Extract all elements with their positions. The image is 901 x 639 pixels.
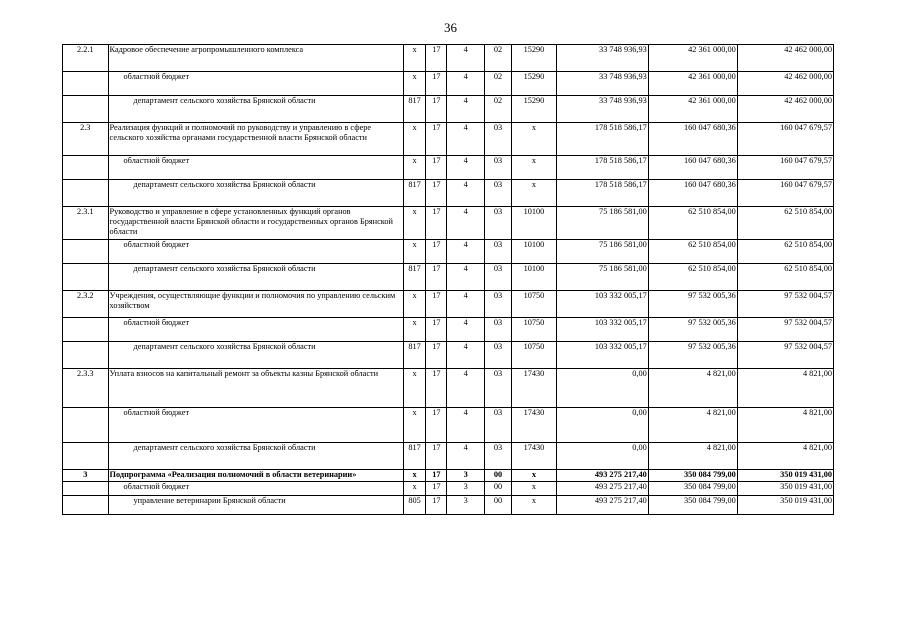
event-code-cell: 03 <box>484 180 511 207</box>
event-code-cell: 03 <box>484 207 511 240</box>
grbs-code-cell: x <box>403 482 425 496</box>
grbs-code-cell: x <box>403 470 425 482</box>
event-code-cell: 03 <box>484 318 511 342</box>
subprogram-code-cell: 4 <box>447 96 484 123</box>
grbs-code-cell: x <box>403 369 425 408</box>
event-code-cell: 00 <box>484 496 511 515</box>
direction-code-cell: 15290 <box>512 45 557 72</box>
program-code-cell: 17 <box>426 470 447 482</box>
program-code-cell: 17 <box>426 207 447 240</box>
row-number-cell: 2.3.2 <box>63 291 109 318</box>
amount-year3-cell: 97 532 004,57 <box>737 291 833 318</box>
amount-year3-cell: 160 047 679,57 <box>737 156 833 180</box>
row-name-cell <box>108 443 403 470</box>
amount-year3-cell: 42 462 000,00 <box>737 96 833 123</box>
subprogram-code-cell: 4 <box>447 291 484 318</box>
direction-code-cell: 17430 <box>512 408 557 443</box>
program-code-cell: 17 <box>426 123 447 156</box>
subprogram-code-cell: 4 <box>447 156 484 180</box>
row-number-cell: 3 <box>63 470 109 482</box>
budget-table-body <box>63 45 834 515</box>
direction-code-cell: 17430 <box>512 443 557 470</box>
grbs-code-cell: x <box>403 207 425 240</box>
amount-year3-cell: 350 019 431,00 <box>737 470 833 482</box>
direction-code-cell: 10750 <box>512 342 557 369</box>
subprogram-code-cell: 4 <box>447 264 484 291</box>
direction-code-cell: 10100 <box>512 240 557 264</box>
direction-code-cell: 10750 <box>512 291 557 318</box>
amount-year3-cell: 62 510 854,00 <box>737 207 833 240</box>
table-row <box>63 369 834 408</box>
subprogram-code-cell: 3 <box>447 482 484 496</box>
table-row <box>63 96 834 123</box>
amount-year3-cell: 62 510 854,00 <box>737 264 833 291</box>
amount-year1-cell: 75 186 581,00 <box>556 264 648 291</box>
row-number-cell <box>63 408 109 443</box>
direction-code-cell: x <box>512 482 557 496</box>
amount-year2-cell: 4 821,00 <box>648 408 737 443</box>
amount-year1-cell: 103 332 005,17 <box>556 291 648 318</box>
amount-year2-cell: 42 361 000,00 <box>648 96 737 123</box>
row-number-cell: 2.3.1 <box>63 207 109 240</box>
amount-year2-cell: 62 510 854,00 <box>648 264 737 291</box>
table-row <box>63 72 834 96</box>
subprogram-code-cell: 4 <box>447 443 484 470</box>
row-name-text: департамент сельского хозяйства Брянской области <box>133 342 316 351</box>
row-name-text: департамент сельского хозяйства Брянской области <box>133 443 316 452</box>
direction-code-cell: 15290 <box>512 96 557 123</box>
row-number-cell: 2.3.3 <box>63 369 109 408</box>
amount-year1-cell: 0,00 <box>556 369 648 408</box>
event-code-cell: 03 <box>484 291 511 318</box>
program-code-cell: 17 <box>426 45 447 72</box>
amount-year2-cell: 160 047 680,36 <box>648 180 737 207</box>
grbs-code-cell: 817 <box>403 264 425 291</box>
row-number-cell <box>63 264 109 291</box>
row-name-text: департамент сельского хозяйства Брянской области <box>133 180 316 189</box>
event-code-cell: 03 <box>484 156 511 180</box>
event-code-cell: 03 <box>484 240 511 264</box>
grbs-code-cell: 817 <box>403 180 425 207</box>
direction-code-cell: 17430 <box>512 369 557 408</box>
row-name-text: управление ветеринарии Брянской области <box>133 496 286 505</box>
direction-code-cell: 15290 <box>512 72 557 96</box>
row-name-cell <box>108 240 403 264</box>
subprogram-code-cell: 3 <box>447 496 484 515</box>
amount-year1-cell: 103 332 005,17 <box>556 342 648 369</box>
amount-year1-cell: 33 748 936,93 <box>556 72 648 96</box>
subprogram-code-cell: 4 <box>447 369 484 408</box>
amount-year3-cell: 160 047 679,57 <box>737 180 833 207</box>
amount-year3-cell: 4 821,00 <box>737 443 833 470</box>
amount-year1-cell: 493 275 217,40 <box>556 470 648 482</box>
row-number-cell <box>63 240 109 264</box>
row-name-cell: Учреждения, осуществляющие функции и полномочия по управлению сельским хозяйством <box>108 291 403 318</box>
event-code-cell: 03 <box>484 369 511 408</box>
amount-year2-cell: 350 084 799,00 <box>648 482 737 496</box>
amount-year3-cell: 350 019 431,00 <box>737 482 833 496</box>
row-name-cell <box>108 96 403 123</box>
amount-year2-cell: 42 361 000,00 <box>648 72 737 96</box>
grbs-code-cell: x <box>403 240 425 264</box>
row-number-cell: 2.2.1 <box>63 45 109 72</box>
row-name-cell: Реализация функций и полномочий по руководству и управлению в сфере сельского хозяйства органами государственной власти Брянской области <box>108 123 403 156</box>
table-row <box>63 342 834 369</box>
amount-year3-cell: 97 532 004,57 <box>737 342 833 369</box>
event-code-cell: 02 <box>484 45 511 72</box>
direction-code-cell: x <box>512 496 557 515</box>
grbs-code-cell: x <box>403 408 425 443</box>
program-code-cell: 17 <box>426 96 447 123</box>
row-name-cell <box>108 156 403 180</box>
amount-year2-cell: 97 532 005,36 <box>648 318 737 342</box>
row-name-text: департамент сельского хозяйства Брянской области <box>133 264 316 273</box>
event-code-cell: 03 <box>484 264 511 291</box>
event-code-cell: 03 <box>484 342 511 369</box>
subprogram-code-cell: 4 <box>447 240 484 264</box>
row-name-cell <box>108 318 403 342</box>
subprogram-code-cell: 4 <box>447 207 484 240</box>
table-row <box>63 156 834 180</box>
row-number-cell <box>63 318 109 342</box>
table-row <box>63 180 834 207</box>
grbs-code-cell: 817 <box>403 443 425 470</box>
program-code-cell: 17 <box>426 318 447 342</box>
subprogram-code-cell: 4 <box>447 72 484 96</box>
row-number-cell <box>63 342 109 369</box>
subprogram-code-cell: 3 <box>447 470 484 482</box>
direction-code-cell: x <box>512 470 557 482</box>
row-number-cell <box>63 496 109 515</box>
event-code-cell: 00 <box>484 482 511 496</box>
amount-year2-cell: 97 532 005,36 <box>648 342 737 369</box>
program-code-cell: 17 <box>426 180 447 207</box>
amount-year1-cell: 178 518 586,17 <box>556 180 648 207</box>
grbs-code-cell: 805 <box>403 496 425 515</box>
table-row <box>63 240 834 264</box>
event-code-cell: 03 <box>484 123 511 156</box>
table-row <box>63 408 834 443</box>
row-number-cell <box>63 482 109 496</box>
program-code-cell: 17 <box>426 240 447 264</box>
amount-year1-cell: 178 518 586,17 <box>556 156 648 180</box>
amount-year3-cell: 62 510 854,00 <box>737 240 833 264</box>
row-name-text: областной бюджет <box>123 408 190 417</box>
program-code-cell: 17 <box>426 482 447 496</box>
row-number-cell <box>63 180 109 207</box>
direction-code-cell: x <box>512 180 557 207</box>
page-number: 36 <box>444 20 457 35</box>
amount-year2-cell: 4 821,00 <box>648 443 737 470</box>
row-name-text: областной бюджет <box>123 156 190 165</box>
amount-year3-cell: 350 019 431,00 <box>737 496 833 515</box>
direction-code-cell: x <box>512 156 557 180</box>
amount-year1-cell: 33 748 936,93 <box>556 96 648 123</box>
amount-year2-cell: 42 361 000,00 <box>648 45 737 72</box>
amount-year1-cell: 0,00 <box>556 408 648 443</box>
row-name-text: областной бюджет <box>123 482 190 491</box>
table-row <box>63 123 834 156</box>
amount-year1-cell: 75 186 581,00 <box>556 240 648 264</box>
subprogram-code-cell: 4 <box>447 318 484 342</box>
program-code-cell: 17 <box>426 342 447 369</box>
grbs-code-cell: x <box>403 318 425 342</box>
row-name-cell <box>108 72 403 96</box>
event-code-cell: 03 <box>484 408 511 443</box>
amount-year1-cell: 493 275 217,40 <box>556 482 648 496</box>
row-name-text: областной бюджет <box>123 318 190 327</box>
event-code-cell: 02 <box>484 72 511 96</box>
row-name-text: областной бюджет <box>123 72 190 81</box>
table-row <box>63 264 834 291</box>
table-row <box>63 496 834 515</box>
table-row <box>63 470 834 482</box>
amount-year2-cell: 350 084 799,00 <box>648 496 737 515</box>
budget-table <box>62 44 834 515</box>
grbs-code-cell: x <box>403 45 425 72</box>
table-row <box>63 443 834 470</box>
row-name-cell: Подпрограмма «Реализация полномочий в области ветеринарии» <box>108 470 403 482</box>
amount-year2-cell: 62 510 854,00 <box>648 207 737 240</box>
amount-year1-cell: 33 748 936,93 <box>556 45 648 72</box>
table-row <box>63 45 834 72</box>
event-code-cell: 00 <box>484 470 511 482</box>
program-code-cell: 17 <box>426 156 447 180</box>
grbs-code-cell: x <box>403 72 425 96</box>
direction-code-cell: 10100 <box>512 264 557 291</box>
amount-year2-cell: 160 047 680,36 <box>648 123 737 156</box>
amount-year2-cell: 160 047 680,36 <box>648 156 737 180</box>
row-name-cell: Кадровое обеспечение агропромышленного комплекса <box>108 45 403 72</box>
row-number-cell <box>63 443 109 470</box>
amount-year1-cell: 103 332 005,17 <box>556 318 648 342</box>
direction-code-cell: 10750 <box>512 318 557 342</box>
row-number-cell <box>63 96 109 123</box>
row-number-cell <box>63 156 109 180</box>
program-code-cell: 17 <box>426 264 447 291</box>
amount-year2-cell: 62 510 854,00 <box>648 240 737 264</box>
program-code-cell: 17 <box>426 291 447 318</box>
amount-year1-cell: 0,00 <box>556 443 648 470</box>
amount-year3-cell: 4 821,00 <box>737 408 833 443</box>
amount-year3-cell: 42 462 000,00 <box>737 72 833 96</box>
row-name-cell <box>108 180 403 207</box>
subprogram-code-cell: 4 <box>447 408 484 443</box>
row-name-cell <box>108 408 403 443</box>
amount-year3-cell: 160 047 679,57 <box>737 123 833 156</box>
amount-year3-cell: 97 532 004,57 <box>737 318 833 342</box>
amount-year3-cell: 4 821,00 <box>737 369 833 408</box>
grbs-code-cell: 817 <box>403 342 425 369</box>
direction-code-cell: 10100 <box>512 207 557 240</box>
amount-year2-cell: 97 532 005,36 <box>648 291 737 318</box>
row-name-text: областной бюджет <box>123 240 190 249</box>
subprogram-code-cell: 4 <box>447 123 484 156</box>
subprogram-code-cell: 4 <box>447 342 484 369</box>
grbs-code-cell: x <box>403 156 425 180</box>
event-code-cell: 03 <box>484 443 511 470</box>
amount-year2-cell: 350 084 799,00 <box>648 470 737 482</box>
grbs-code-cell: x <box>403 291 425 318</box>
amount-year1-cell: 75 186 581,00 <box>556 207 648 240</box>
program-code-cell: 17 <box>426 496 447 515</box>
amount-year2-cell: 4 821,00 <box>648 369 737 408</box>
program-code-cell: 17 <box>426 369 447 408</box>
subprogram-code-cell: 4 <box>447 45 484 72</box>
table-row <box>63 291 834 318</box>
subprogram-code-cell: 4 <box>447 180 484 207</box>
row-number-cell: 2.3 <box>63 123 109 156</box>
row-name-cell <box>108 482 403 496</box>
amount-year1-cell: 493 275 217,40 <box>556 496 648 515</box>
table-row <box>63 482 834 496</box>
row-name-cell <box>108 342 403 369</box>
grbs-code-cell: x <box>403 123 425 156</box>
program-code-cell: 17 <box>426 72 447 96</box>
row-name-cell <box>108 496 403 515</box>
row-name-cell: Руководство и управление в сфере установленных функций органов государственной власти Брянской области и государственных органов Брянской области <box>108 207 403 240</box>
row-number-cell <box>63 72 109 96</box>
row-name-cell <box>108 264 403 291</box>
program-code-cell: 17 <box>426 443 447 470</box>
amount-year3-cell: 42 462 000,00 <box>737 45 833 72</box>
table-row <box>63 207 834 240</box>
row-name-text: департамент сельского хозяйства Брянской области <box>133 96 316 105</box>
direction-code-cell: x <box>512 123 557 156</box>
grbs-code-cell: 817 <box>403 96 425 123</box>
program-code-cell: 17 <box>426 408 447 443</box>
event-code-cell: 02 <box>484 96 511 123</box>
row-name-cell: Уплата взносов на капитальный ремонт за объекты казны Брянской области <box>108 369 403 408</box>
table-row <box>63 318 834 342</box>
amount-year1-cell: 178 518 586,17 <box>556 123 648 156</box>
